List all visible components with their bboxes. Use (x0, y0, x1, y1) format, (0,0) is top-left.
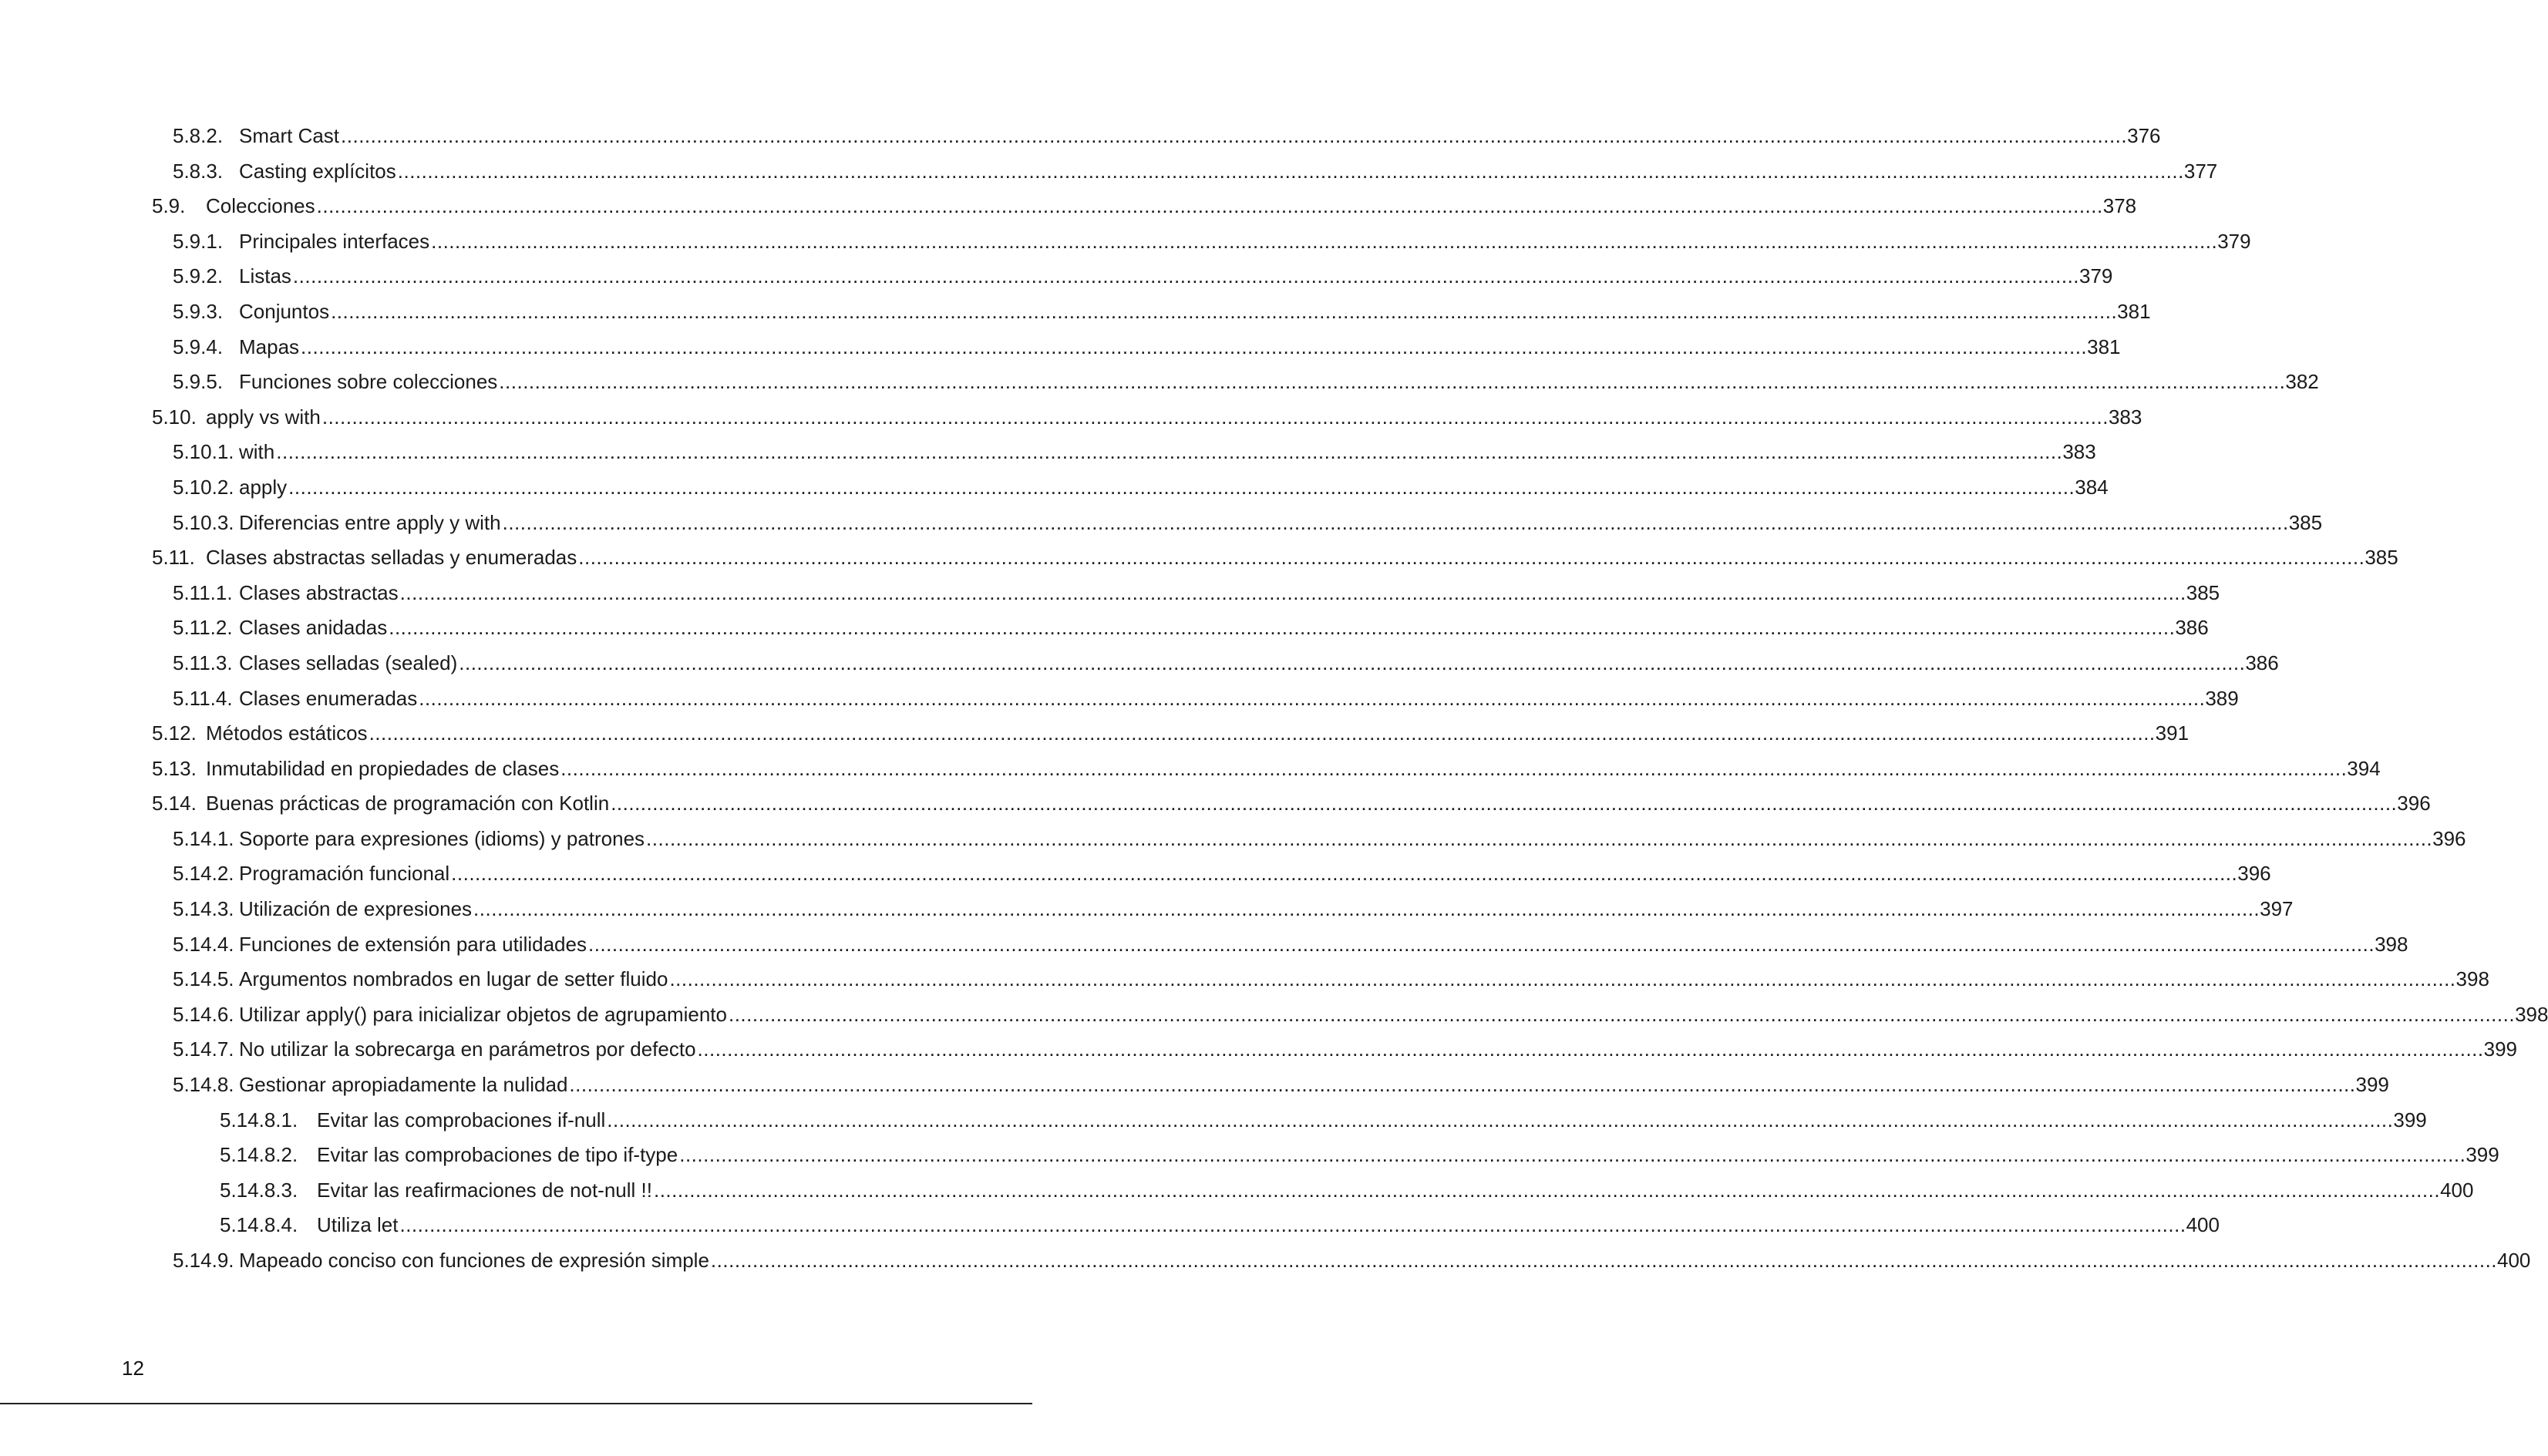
toc-entry-number: 5.11.1. (173, 580, 233, 604)
toc-entry[interactable] (0, 822, 2466, 857)
toc-entry-number: 5.14.8.2. (220, 1143, 298, 1167)
toc-entry-number: 5.14. (152, 792, 197, 815)
toc-entry[interactable] (0, 610, 2209, 646)
toc-entry[interactable] (0, 259, 2113, 294)
toc-entry-title: Evitar las reafirmaciones de not-null !! (317, 1178, 652, 1202)
toc-entry-line (239, 576, 2220, 611)
dot-leader: ............................................................................................................................................................................................................................................................................................................ (502, 510, 2289, 534)
dot-leader: ............................................................................................................................................................................................................................................................................................................ (587, 932, 2375, 956)
toc-entry-line (317, 1173, 2474, 1209)
toc-entry-line (239, 294, 2151, 330)
toc-entry-page: 398 (2455, 967, 2489, 991)
toc-entry-page: 400 (2186, 1213, 2220, 1237)
toc-entry-number: 5.9.5. (173, 370, 224, 394)
toc-entry-number: 5.14.3. (173, 897, 234, 921)
toc-entry-number: 5.10.2. (173, 475, 234, 499)
toc-entry-number: 5.8.2. (173, 124, 224, 147)
toc-entry[interactable] (0, 927, 2408, 963)
toc-entry-title: Clases anidadas (239, 616, 388, 640)
toc-entry-title: Casting explícitos (239, 159, 396, 183)
toc-entry[interactable] (0, 224, 2251, 260)
toc-entry-title: apply (239, 475, 288, 499)
toc-entry-number: 5.14.5. (173, 967, 234, 991)
toc-entry-line (239, 997, 2548, 1033)
toc-entry-title: Inmutabilidad en propiedades de clases (206, 756, 560, 780)
dot-leader: ............................................................................................................................................................................................................................................................................................................ (653, 1178, 2441, 1202)
dot-leader: ............................................................................................................................................................................................................................................................................................................ (341, 124, 2128, 147)
toc-entry-page: 382 (2285, 370, 2319, 394)
toc-entry-number: 5.11.2. (173, 616, 233, 640)
toc-entry-line (239, 646, 2279, 681)
toc-entry-page: 399 (2393, 1108, 2427, 1132)
toc-entry-page: 398 (2515, 1002, 2548, 1026)
toc-entry[interactable] (0, 1103, 2427, 1138)
toc-entry[interactable] (0, 646, 2279, 681)
toc-entry-number: 5.11.3. (173, 651, 233, 674)
toc-entry-line (239, 1243, 2531, 1279)
toc-entry-page: 396 (2397, 792, 2431, 815)
toc-entry-line (239, 435, 2096, 470)
toc-entry-title: Clases enumeradas (239, 686, 418, 710)
toc-entry-line (239, 927, 2408, 963)
toc-entry-title: Clases abstractas (239, 580, 399, 604)
toc-entry-title: Buenas prácticas de programación con Kotlin (206, 792, 610, 815)
toc-entry-number: 5.13. (152, 756, 197, 780)
toc-entry-page: 377 (2183, 159, 2218, 183)
toc-entry-title: Evitar las comprobaciones if-null (317, 1108, 606, 1132)
dot-leader: ............................................................................................................................................................................................................................................................................................................ (473, 897, 2260, 921)
toc-entry-title: Smart Cast (239, 124, 340, 147)
toc-entry-page: 379 (2217, 229, 2251, 253)
toc-entry-line (206, 786, 2431, 822)
toc-entry-title: Funciones de extensión para utilidades (239, 932, 587, 956)
dot-leader: ............................................................................................................................................................................................................................................................................................................ (646, 826, 2433, 850)
toc-entry-title: No utilizar la sobrecarga en parámetros por defecto (239, 1037, 696, 1061)
toc-entry-line (239, 259, 2113, 294)
toc-entry-title: Colecciones (206, 194, 315, 218)
toc-entry-page: 376 (2127, 124, 2161, 147)
toc-entry-title: Utilizar apply() para inicializar objetos de agrupamiento (239, 1002, 727, 1026)
dot-leader: ............................................................................................................................................................................................................................................................................................................ (419, 686, 2206, 710)
toc-entry-number: 5.12. (152, 721, 197, 745)
toc-entry[interactable] (0, 1208, 2220, 1243)
toc-entry-line (206, 716, 2190, 752)
toc-entry-line (239, 822, 2466, 857)
dot-leader: ............................................................................................................................................................................................................................................................................................................ (292, 264, 2080, 288)
toc-entry-title: with (239, 440, 275, 464)
toc-entry-line (206, 400, 2142, 435)
dot-leader: ............................................................................................................................................................................................................................................................................................................ (569, 1073, 2356, 1097)
table-of-contents (0, 119, 2548, 1279)
toc-entry-title: Gestionar apropiadamente la nulidad (239, 1073, 568, 1097)
toc-entry-page: 385 (2186, 580, 2220, 604)
toc-entry-number: 5.14.1. (173, 826, 234, 850)
toc-entry-number: 5.14.8. (173, 1073, 234, 1097)
toc-entry-line (239, 470, 2109, 506)
toc-entry-title: Métodos estáticos (206, 721, 368, 745)
toc-entry-number: 5.11.4. (173, 686, 233, 710)
toc-entry-line (317, 1208, 2220, 1243)
toc-entry[interactable] (0, 189, 2137, 224)
toc-entry-number: 5.14.8.1. (220, 1108, 298, 1132)
toc-entry-number: 5.10.1. (173, 440, 234, 464)
toc-entry[interactable] (0, 576, 2220, 611)
dot-leader: ............................................................................................................................................................................................................................................................................................................ (499, 370, 2286, 394)
dot-leader: ............................................................................................................................................................................................................................................................................................................ (431, 229, 2218, 253)
toc-entry-number: 5.10.3. (173, 510, 234, 534)
toc-entry-number: 5.14.4. (173, 932, 234, 956)
toc-entry-page: 399 (2355, 1073, 2389, 1097)
toc-entry-page: 383 (2108, 405, 2142, 429)
toc-entry-line (239, 506, 2323, 541)
toc-entry-page: 400 (2497, 1249, 2531, 1272)
toc-entry-line (239, 119, 2161, 154)
dot-leader: ............................................................................................................................................................................................................................................................................................................ (451, 862, 2238, 886)
toc-entry[interactable] (0, 752, 2381, 787)
toc-entry-number: 5.8.3. (173, 159, 224, 183)
toc-entry-title: Programación funcional (239, 862, 450, 886)
toc-entry[interactable] (0, 1068, 2389, 1103)
dot-leader: ............................................................................................................................................................................................................................................................................................................ (399, 1213, 2186, 1237)
toc-entry-line (239, 856, 2271, 892)
dot-leader: ............................................................................................................................................................................................................................................................................................................ (611, 792, 2398, 815)
toc-entry[interactable] (0, 1243, 2531, 1279)
toc-entry-title: Diferencias entre apply y with (239, 510, 501, 534)
toc-entry-page: 396 (2237, 862, 2271, 886)
toc-entry-number: 5.14.9. (173, 1249, 234, 1272)
page-number: 12 (122, 1357, 144, 1380)
toc-entry-page: 386 (2245, 651, 2279, 674)
dot-leader: ............................................................................................................................................................................................................................................................................................................ (288, 475, 2075, 499)
footer-rule (0, 1403, 1032, 1404)
toc-entry-title: Clases abstractas selladas y enumeradas (206, 546, 577, 570)
toc-entry-page: 399 (2483, 1037, 2518, 1061)
toc-entry-line (317, 1103, 2427, 1138)
toc-entry[interactable] (0, 294, 2151, 330)
toc-entry-page: 399 (2466, 1143, 2499, 1167)
toc-entry[interactable] (0, 435, 2096, 470)
toc-entry-page: 394 (2347, 756, 2381, 780)
toc-entry-page: 391 (2155, 721, 2190, 745)
toc-entry-number: 5.14.7. (173, 1037, 234, 1061)
toc-entry-line (239, 962, 2489, 997)
toc-entry[interactable] (0, 856, 2271, 892)
toc-entry-page: 389 (2205, 686, 2239, 710)
toc-entry[interactable] (0, 365, 2319, 400)
toc-entry-title: Mapas (239, 335, 300, 358)
dot-leader: ............................................................................................................................................................................................................................................................................................................ (397, 159, 2184, 183)
toc-entry-title: Utiliza let (317, 1213, 399, 1237)
toc-entry-title: Conjuntos (239, 299, 330, 323)
toc-entry-number: 5.9.1. (173, 229, 224, 253)
toc-entry-line (206, 189, 2137, 224)
toc-entry-page: 384 (2075, 475, 2109, 499)
toc-entry-number: 5.14.8.4. (220, 1213, 298, 1237)
toc-entry[interactable] (0, 681, 2239, 717)
toc-entry-page: 385 (2288, 510, 2323, 534)
toc-entry-page: 381 (2087, 335, 2121, 358)
toc-entry-line (239, 892, 2294, 927)
dot-leader: ............................................................................................................................................................................................................................................................................................................ (578, 546, 2365, 570)
toc-entry-title: Argumentos nombrados en lugar de setter fluido (239, 967, 668, 991)
toc-entry-number: 5.14.2. (173, 862, 234, 886)
dot-leader: ............................................................................................................................................................................................................................................................................................................ (316, 194, 2103, 218)
dot-leader: ............................................................................................................................................................................................................................................................................................................ (710, 1249, 2498, 1272)
toc-entry-line (206, 540, 2398, 576)
toc-entry-title: Listas (239, 264, 291, 288)
toc-entry-page: 397 (2260, 897, 2294, 921)
dot-leader: ............................................................................................................................................................................................................................................................................................................ (459, 651, 2246, 674)
dot-leader: ............................................................................................................................................................................................................................................................................................................ (321, 405, 2109, 429)
toc-entry[interactable] (0, 786, 2431, 822)
toc-entry[interactable] (0, 997, 2548, 1033)
toc-entry-line (239, 610, 2209, 646)
toc-entry-page: 378 (2102, 194, 2137, 218)
dot-leader: ............................................................................................................................................................................................................................................................................................................ (560, 756, 2348, 780)
dot-leader: ............................................................................................................................................................................................................................................................................................................ (728, 1002, 2516, 1026)
toc-entry-line (239, 330, 2121, 365)
toc-entry-title: Mapeado conciso con funciones de expresión simple (239, 1249, 709, 1272)
toc-entry[interactable] (0, 506, 2323, 541)
toc-entry-number: 5.9.2. (173, 264, 224, 288)
dot-leader: ............................................................................................................................................................................................................................................................................................................ (399, 580, 2186, 604)
toc-entry-line (317, 1138, 2499, 1173)
toc-entry-title: Funciones sobre colecciones (239, 370, 498, 394)
toc-entry-number: 5.11. (152, 546, 195, 570)
dot-leader: ............................................................................................................................................................................................................................................................................................................ (301, 335, 2088, 358)
toc-entry[interactable] (0, 892, 2294, 927)
dot-leader: ............................................................................................................................................................................................................................................................................................................ (679, 1143, 2466, 1167)
toc-entry-title: Utilización de expresiones (239, 897, 473, 921)
toc-entry-number: 5.10. (152, 405, 197, 429)
toc-entry-title: apply vs with (206, 405, 321, 429)
dot-leader: ............................................................................................................................................................................................................................................................................................................ (669, 967, 2456, 991)
toc-entry[interactable] (0, 540, 2398, 576)
toc-entry[interactable] (0, 716, 2190, 752)
toc-entry-line (239, 224, 2251, 260)
toc-entry-title: Evitar las comprobaciones de tipo if-type (317, 1143, 678, 1167)
toc-entry-line (239, 1032, 2518, 1068)
toc-entry-number: 5.9.3. (173, 299, 224, 323)
toc-entry[interactable] (0, 154, 2218, 190)
toc-entry[interactable] (0, 470, 2109, 506)
toc-entry-number: 5.9. (152, 194, 186, 218)
toc-entry-title: Soporte para expresiones (idioms) y patrones (239, 826, 645, 850)
toc-entry-page: 396 (2432, 826, 2466, 850)
toc-entry-number: 5.9.4. (173, 335, 224, 358)
dot-leader: ............................................................................................................................................................................................................................................................................................................ (607, 1108, 2394, 1132)
toc-entry-page: 398 (2375, 932, 2408, 956)
toc-entry[interactable] (0, 330, 2121, 365)
toc-entry[interactable] (0, 1032, 2518, 1068)
toc-entry-page: 386 (2175, 616, 2209, 640)
toc-entry[interactable] (0, 1138, 2499, 1173)
toc-entry-line (239, 154, 2218, 190)
toc-entry[interactable] (0, 1173, 2474, 1209)
dot-leader: ............................................................................................................................................................................................................................................................................................................ (389, 616, 2176, 640)
dot-leader: ............................................................................................................................................................................................................................................................................................................ (369, 721, 2156, 745)
toc-entry-page: 385 (2365, 546, 2398, 570)
toc-entry-number: 5.14.6. (173, 1002, 234, 1026)
toc-entry[interactable] (0, 400, 2142, 435)
toc-entry-page: 381 (2117, 299, 2151, 323)
toc-entry-line (239, 681, 2239, 717)
toc-entry-title: Clases selladas (sealed) (239, 651, 458, 674)
toc-entry-line (239, 365, 2319, 400)
dot-leader: ............................................................................................................................................................................................................................................................................................................ (331, 299, 2118, 323)
toc-entry-number: 5.14.8.3. (220, 1178, 298, 1202)
toc-entry-page: 400 (2440, 1178, 2474, 1202)
toc-entry-line (239, 1068, 2389, 1103)
dot-leader: ............................................................................................................................................................................................................................................................................................................ (697, 1037, 2484, 1061)
toc-entry[interactable] (0, 962, 2489, 997)
toc-entry-page: 379 (2079, 264, 2113, 288)
toc-entry-title: Principales interfaces (239, 229, 430, 253)
toc-entry-page: 383 (2062, 440, 2096, 464)
toc-entry[interactable] (0, 119, 2161, 154)
dot-leader: ............................................................................................................................................................................................................................................................................................................ (276, 440, 2063, 464)
toc-entry-line (206, 752, 2381, 787)
